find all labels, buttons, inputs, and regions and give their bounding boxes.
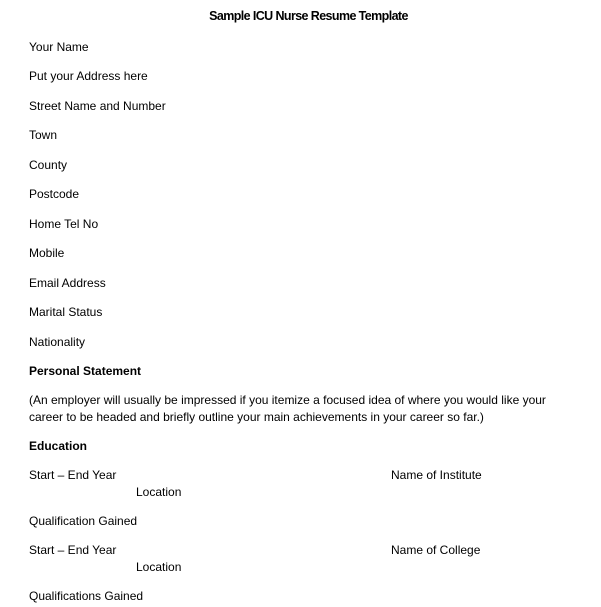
education-qualification: Qualification Gained (29, 514, 138, 528)
education-institution: Name of Institute (391, 468, 482, 482)
field-home-tel: Home Tel No (29, 217, 99, 231)
education-location: Location (136, 560, 182, 574)
education-institution: Name of College (391, 543, 481, 557)
personal-statement-line-2: career to be headed and briefly outline your main achievements in your career so far.) (29, 410, 484, 424)
personal-statement-heading: Personal Statement (29, 364, 142, 378)
field-county: County (29, 158, 68, 172)
field-marital-status: Marital Status (29, 305, 103, 319)
education-years: Start – End Year (29, 468, 117, 482)
field-address: Put your Address here (29, 69, 148, 83)
field-town: Town (29, 128, 58, 142)
field-nationality: Nationality (29, 335, 86, 349)
field-your-name: Your Name (29, 40, 89, 54)
document-title: Sample ICU Nurse Resume Template (209, 9, 408, 23)
education-years: Start – End Year (29, 543, 117, 557)
personal-statement-line-1: (An employer will usually be impressed if you itemize a focused idea of where you would like your (29, 393, 546, 407)
field-street: Street Name and Number (29, 99, 166, 113)
education-heading: Education (29, 439, 88, 453)
personal-statement-text (29, 392, 569, 426)
field-mobile: Mobile (29, 246, 65, 260)
education-qualification: Qualifications Gained (29, 589, 144, 603)
field-email: Email Address (29, 276, 106, 290)
field-postcode: Postcode (29, 187, 80, 201)
education-location: Location (136, 485, 182, 499)
